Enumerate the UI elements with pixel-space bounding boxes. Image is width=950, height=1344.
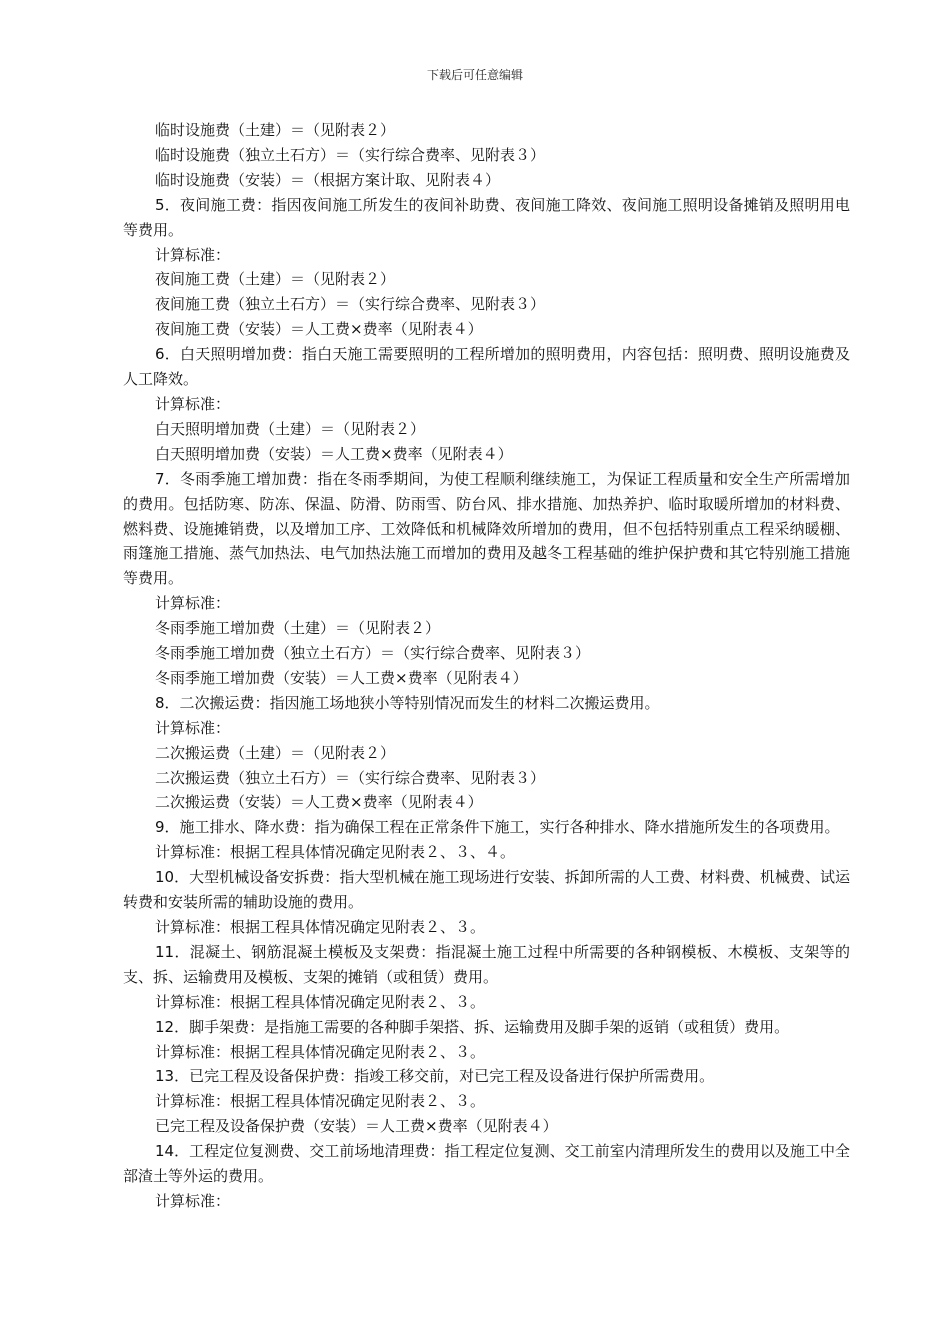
text-line: 夜间施工费（独立土石方）＝（实行综合费率、见附表３）: [155, 295, 546, 314]
text-line: 临时设施费（土建）＝（见附表２）: [155, 121, 396, 139]
page-header: 下载后可任意编辑: [426, 68, 523, 82]
paragraph: 12．脚手架费：是指施工需要的各种脚手架搭、拆、运输费用及脚手架的返销（或租赁）费用。: [155, 1017, 790, 1036]
paragraph: 7．冬雨季施工增加费：指在冬雨季期间，为使工程顺利继续施工，为保证工程质量和安全生产所需增加的费用。包括防寒、防冻、保温、防滑、防雨雪、防台风、排水措施、加热养护、临时取暖所增加的材料费、燃料费、设施摊销费，以及增加工序、工效降低和机械降效所增加的费用，但不包括特别重点工程采纳暖棚、雨篷施工措施、蒸气加热法、电气加热法施工而增加的费用及越冬工程基础的维护保护费和其它特别施工措施等费用。: [123, 469, 850, 588]
text-line: 计算标准：根据工程具体情况确定见附表２、３。: [155, 1042, 486, 1061]
text-line: 计算标准：: [155, 1191, 231, 1210]
text-line: 计算标准：: [155, 594, 231, 613]
text-line: 二次搬运费（土建）＝（见附表２）: [155, 743, 396, 762]
text-line: 白天照明增加费（安装）＝人工费×费率（见附表４）: [155, 444, 513, 463]
text-line: 计算标准：根据工程具体情况确定见附表２、３。: [155, 918, 486, 936]
text-line: 计算标准：根据工程具体情况确定见附表２、３。: [155, 992, 486, 1011]
text-line: 冬雨季施工增加费（安装）＝人工费×费率（见附表４）: [155, 668, 528, 687]
paragraph: 9．施工排水、降水费：指为确保工程在正常条件下施工，实行各种排水、降水措施所发生的各项费用。: [155, 818, 840, 837]
text-line: 二次搬运费（独立土石方）＝（实行综合费率、见附表３）: [155, 768, 546, 787]
text-line: 临时设施费（独立土石方）＝（实行综合费率、见附表３）: [155, 145, 546, 164]
paragraph: 5．夜间施工费：指因夜间施工所发生的夜间补助费、夜间施工降效、夜间施工照明设备摊销及照明用电等费用。: [123, 195, 850, 239]
paragraph: 11．混凝土、钢筋混凝土模板及支架费：指混凝土施工过程中所需要的各种钢模板、木模板、支架等的支、拆、运输费用及模板、支架的摊销（或租赁）费用。: [123, 942, 850, 986]
paragraph: 13．已完工程及设备保护费：指竣工移交前，对已完工程及设备进行保护所需费用。: [155, 1067, 715, 1086]
paragraph: 10．大型机械设备安拆费：指大型机械在施工现场进行安装、拆卸所需的人工费、材料费、机械费、试运转费和安装所需的辅助设施的费用。: [123, 868, 850, 912]
paragraph: 6．白天照明增加费：指白天施工需要照明的工程所增加的照明费用，内容包括：照明费、照明设施费及人工降效。: [123, 345, 850, 389]
text-line: 计算标准：: [155, 718, 231, 737]
text-line: 夜间施工费（土建）＝（见附表２）: [155, 270, 396, 289]
text-line: 二次搬运费（安装）＝人工费×费率（见附表４）: [155, 793, 483, 812]
text-line: 计算标准：根据工程具体情况确定见附表２、３。: [155, 1092, 486, 1111]
text-line: 冬雨季施工增加费（土建）＝（见附表２）: [155, 619, 441, 638]
text-line: 已完工程及设备保护费（安装）＝人工费×费率（见附表４）: [155, 1117, 558, 1136]
paragraph: 8．二次搬运费：指因施工场地狭小等特别情况而发生的材料二次搬运费用。: [155, 693, 660, 712]
text-line: 夜间施工费（安装）＝人工费×费率（见附表４）: [155, 320, 483, 339]
text-line: 计算标准：: [155, 394, 231, 413]
text-line: 计算标准：根据工程具体情况确定见附表２、３、４。: [155, 843, 516, 862]
document-body: [123, 118, 850, 1214]
text-line: 计算标准：: [155, 245, 231, 264]
text-line: 白天照明增加费（土建）＝（见附表２）: [155, 419, 426, 438]
text-line: 临时设施费（安装）＝（根据方案计取、见附表４）: [155, 170, 501, 189]
paragraph: 14．工程定位复测费、交工前场地清理费：指工程定位复测、交工前室内清理所发生的费用以及施工中全部渣土等外运的费用。: [123, 1142, 850, 1186]
text-line: 冬雨季施工增加费（独立土石方）＝（实行综合费率、见附表３）: [155, 644, 591, 663]
